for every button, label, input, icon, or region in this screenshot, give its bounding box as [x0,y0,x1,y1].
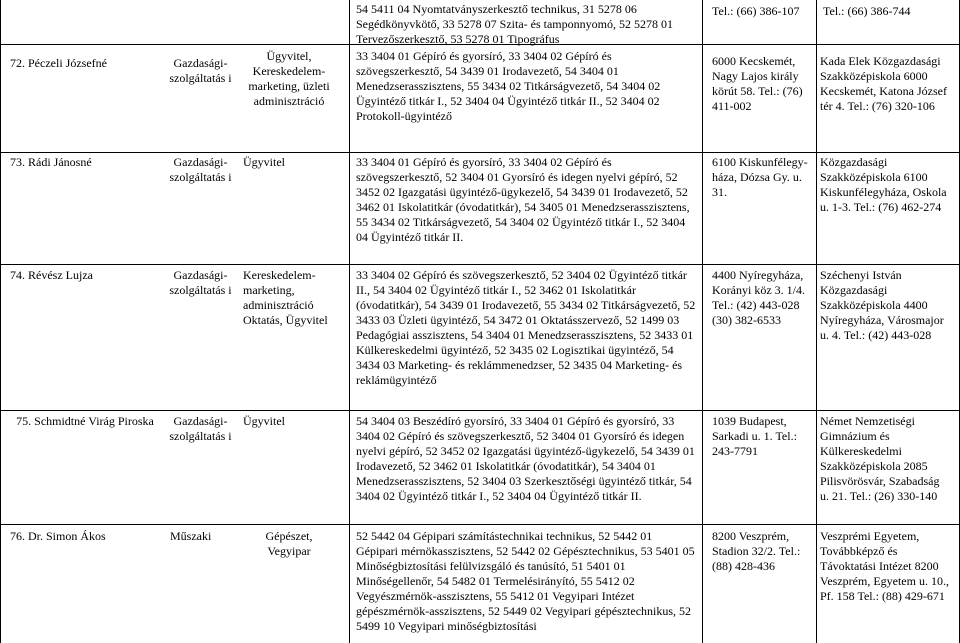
row-type: Műszaki [170,529,212,543]
row-address: 6000 Kecskemét, Nagy Lajos király körút 58. Tel.: (76) 411-002 [712,54,803,113]
row-address: 4400 Nyíregyháza, Korányi köz 3. 1/4. Tel.: (42) 443-028 (30) 382-6533 [712,268,805,327]
row-type: Gazdasági-szolgáltatás i [169,155,232,184]
row-type: Gazdasági-szolgáltatás i [169,56,232,85]
row-address: 6100 Kiskunfélegy-háza, Dózsa Gy. u. 31. [712,155,808,199]
row-qualifications: 33 3404 01 Gépíró és gyorsíró, 33 3404 02 Gépíró és szövegszerkesztő, 52 3404 01 Gyorsíró és idegen nyelvi gépíró, 52 3452 02 Igazgatási ügyintéző-ügykezelő, 54 3439 01 Irodavezető, 52 3462 01 Iskolatitkár (óvodatitkár), 54 3405 01 Menedzserasszisztens, 55 3434 02 Titkárságvezető, 54 3404 02 Ügyintéző titkár I., 52 3404 04 Ügyintéző titkár II. [356,155,690,244]
row-divider [0,524,960,525]
row-institution: Széchenyi István Közgazdasági Szakközépiskola 4400 Nyíregyháza, Városmajor u. 4. Tel.: (42) 443-028 [820,268,944,342]
row-divider [0,264,960,265]
row-name: 74. Révész Lujza [10,268,93,282]
table-border-left [0,0,1,643]
row-name: 75. Schmidtné Virág Piroska [16,414,154,428]
column-divider [349,0,350,643]
row-area: Ügyvitel [243,155,285,169]
row-area: Gépészet, Vegyipar [265,529,313,558]
row-qualifications: 33 3404 02 Gépíró és szövegszerkesztő, 52 3404 02 Ügyintéző titkár II., 54 3404 02 Ügyintéző titkár I., 52 3462 01 Iskolatitkár (óvodatitkár), 54 3439 01 Irodavezető, 55 3434 02 Titkárságvezető, 52 3433 03 Üzleti ügyintéző, 54 3472 01 Oktatásszervező, 52 1499 03 Pedagógiai asszisztens, 54 3404 01 Menedzserasszisztens, 52 3433 01 Külkereskedelmi ügyintéző, 52 3435 02 Logisztikai ügyintéző, 54 3434 03 Marketing- és reklámmenedzser, 52 3435 04 Marketing- és reklámügyintéző [356,268,696,387]
row-qualifications: 33 3404 01 Gépíró és gyorsíró, 33 3404 02 Gépíró és szövegszerkesztő, 54 3439 01 Irodavezető, 54 3404 01 Menedzserasszisztens, 55 3434 02 Titkárságvezető, 54 3404 02 Ügyintéző titkár I., 52 3404 04 Ügyintéző titkár II., 52 3404 02 Protokoll-ügyintéző [356,49,661,123]
row-address: 1039 Budapest, Sarkadi u. 1. Tel.: 243-7791 [712,414,797,458]
column-divider [816,0,817,643]
row-qualifications: 54 3404 03 Beszédíró gyorsíró, 33 3404 01 Gépíró és gyorsíró, 33 3404 02 Gépíró és szövegszerkesztő, 52 3404 01 Gyorsíró és idegen nyelvi gépíró, 52 3452 02 Igazgatási ügyintéző-ügykezelő, 54 3439 01 Irodavezető, 52 3462 01 Iskolatitkár (óvodatitkár), 54 3404 01 Menedzserasszisztens, 52 3404 03 Szerkesztőségi ügyintéző titkár, 54 3404 02 Ügyintéző titkár I., 52 3404 04 Ügyintéző titkár II. [356,414,695,503]
row-name: 72. Péczeli Józsefné [10,56,107,70]
column-divider [702,0,703,643]
row-divider [0,152,960,153]
row-area: Ügyvitel [243,414,285,428]
row-qualifications: 52 5442 04 Gépipari számítástechnikai technikus, 52 5442 01 Gépipari mérnökasszisztens, 52 5442 02 Gépésztechnikus, 53 5401 05 Minőségbiztosítási felülvizsgáló és tanúsító, 51 5401 01 Minőségellenőr, 54 5482 01 Termelésirányító, 55 5412 02 Vegyészmérnök-asszisztens, 55 5412 01 Vegyipari Intézet gépészmérnök-asszisztens, 52 5449 02 Vegyipari gépésztechnikus, 52 5499 10 Vegyipari minőségbiztosítási [356,529,695,633]
row-institution: Kada Elek Közgazdasági Szakközépiskola 6000 Kecskemét, Katona József tér 4. Tel.: (76) 320-106 [820,54,947,113]
row-type: Gazdasági-szolgáltatás i [169,414,232,443]
row-address: 8200 Veszprém, Stadion 32/2. Tel.: (88) 428-436 [712,529,801,573]
header-text: 54 5411 04 Nyomtatványszerkesztő technikus, 31 5278 06 Segédkönyvkötő, 33 5278 07 Szita- és tamponnyomó, 52 5278 01 Tervezőszerkesztő, 53 5278 01 Tipográfus [356,2,673,46]
row-institution: Német Nemzetiségi Gimnázium és Külkereskedelmi Szakközépiskola 2085 Pilisvörösvár, Szabadság u. 21. Tel.: (26) 330-140 [820,414,940,503]
row-name: 76. Dr. Simon Ákos [10,529,106,543]
row-institution: Közgazdasági Szakközépiskola 6100 Kiskunfélegyháza, Oskola u. 1-3. Tel.: (76) 462-274 [820,155,947,214]
row-institution: Veszprémi Egyetem, Továbbképző és Távoktatási Intézet 8200 Veszprém, Egyetem u. 10., Pf. 158 Tel.: (88) 429-671 [820,529,949,603]
row-area: Ügyvitel, Kereskedelem-marketing, üzleti adminisztráció [248,49,330,108]
header-tel-1: Tel.: (66) 386-107 [712,4,800,18]
row-type: Gazdasági-szolgáltatás i [169,268,232,297]
header-tel-2: Tel.: (66) 386-744 [823,4,911,18]
row-divider [0,410,960,411]
row-area: Kereskedelem-marketing, adminisztráció Oktatás, Ügyvitel [243,268,328,327]
row-name: 73. Rádi Jánosné [10,155,92,169]
